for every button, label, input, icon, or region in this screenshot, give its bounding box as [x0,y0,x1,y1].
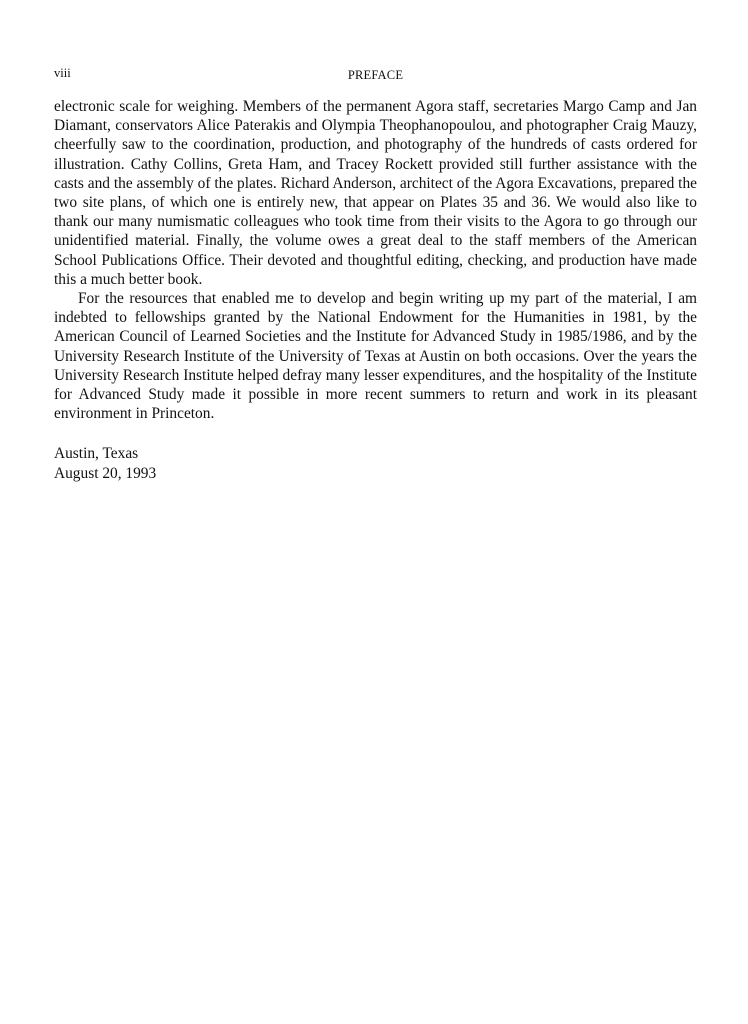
signoff [54,444,697,482]
document-page [54,64,697,483]
paragraph-acknowledgments: For the resources that enabled me to develop and begin writing up my part of the material, I am indebted to fellowships granted by the National Endowment for the Humanities in 1981, by the American Council of Learned Societies and the Institute for Advanced Study in 1985/1986, and by the University Research Institute of the University of Texas at Austin on both occasions. Over the years the University Research Institute helped defray many lesser expenditures, and the hospitality of the Institute for Advanced Study made it possible in more recent summers to return and work in its pleasant environment in Princeton. [54,290,697,423]
paragraph-continued: electronic scale for weighing. Members of the permanent Agora staff, secretaries Margo Camp and Jan Diamant, conservators Alice Paterakis and Olympia Theophanopoulou, and photographer Craig Mauzy, cheerfully saw to the coordination, production, and photography of the hundreds of casts ordered for illustration. Cathy Collins, Greta Ham, and Tracey Rockett provided still further assistance with the casts and the assembly of the plates. Richard Anderson, architect of the Agora Excavations, prepared the two site plans, of which one is entirely new, that appear on Plates 35 and 36. We would also like to thank our many numismatic colleagues who took time from their visits to the Agora to go through our unidentified material. Finally, the volume owes a great deal to the staff members of the American School Publications Office. Their devoted and thoughtful editing, checking, and production have made this a much better book. [54,98,697,288]
section-title: PREFACE [347,68,404,82]
preface-body [54,97,697,423]
running-head [54,64,697,86]
signoff-place: Austin, Texas [54,445,139,463]
signoff-date: August 20, 1993 [54,464,157,482]
page-number: viii [54,66,71,80]
